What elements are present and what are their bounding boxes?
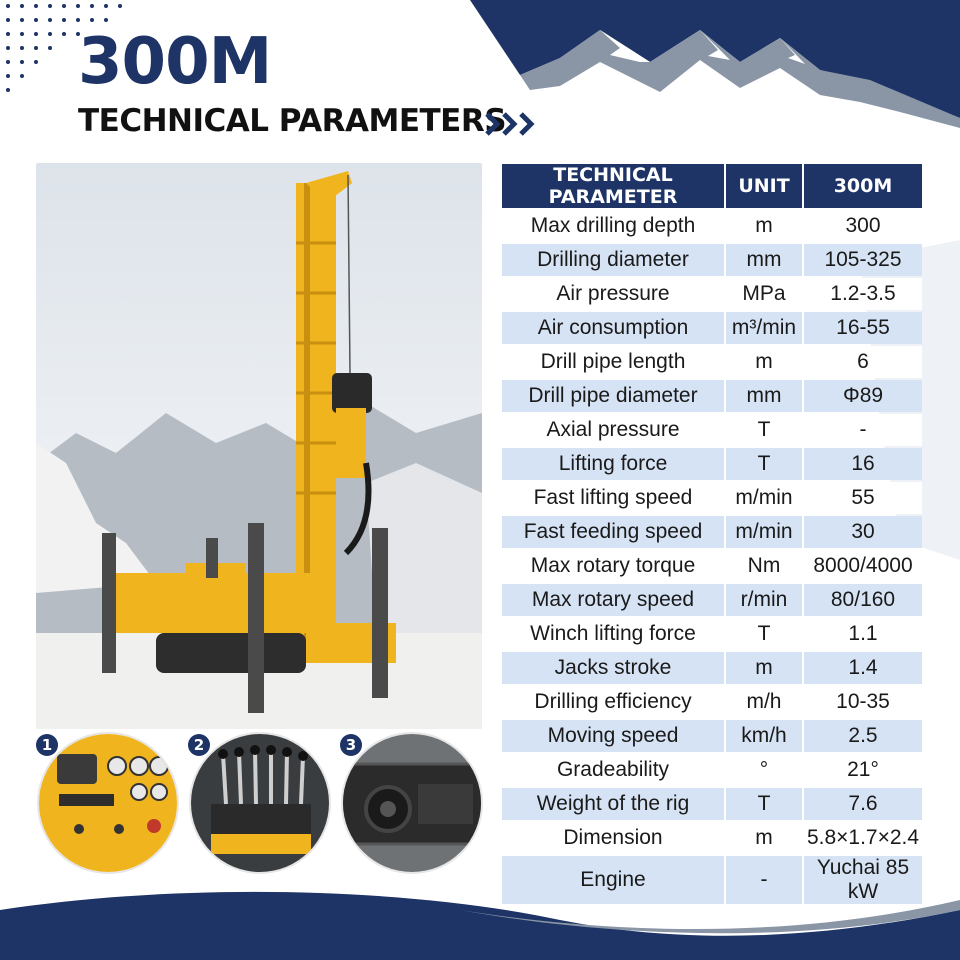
param-value: 16: [804, 448, 922, 480]
table-row: [502, 414, 922, 446]
detail-badge-3: 3: [340, 734, 362, 756]
param-value: 30: [804, 516, 922, 548]
param-value: 7.6: [804, 788, 922, 820]
param-unit: m/h: [726, 686, 802, 718]
param-name: Lifting force: [502, 448, 724, 480]
table-row: [502, 754, 922, 786]
detail-badge-2: 2: [188, 734, 210, 756]
param-name: Engine: [502, 856, 724, 904]
param-value: 300: [804, 210, 922, 242]
param-unit: mm: [726, 380, 802, 412]
table-row: [502, 516, 922, 548]
param-value: Yuchai 85 kW: [804, 856, 922, 904]
page-title: 300M: [78, 25, 272, 99]
param-unit: MPa: [726, 278, 802, 310]
table-row: [502, 550, 922, 582]
table-row: [502, 788, 922, 820]
header-parameter: TECHNICAL PARAMETER: [502, 164, 724, 208]
table-row: [502, 312, 922, 344]
table-row: [502, 822, 922, 854]
table-row: [502, 380, 922, 412]
param-value: 1.2-3.5: [804, 278, 922, 310]
param-unit: Nm: [726, 550, 802, 582]
param-unit: T: [726, 448, 802, 480]
param-value: 5.8×1.7×2.4: [804, 822, 922, 854]
param-name: Max rotary torque: [502, 550, 724, 582]
param-name: Winch lifting force: [502, 618, 724, 650]
param-unit: T: [726, 414, 802, 446]
param-name: Drill pipe length: [502, 346, 724, 378]
table-row: [502, 482, 922, 514]
table-row: [502, 346, 922, 378]
param-value: 80/160: [804, 584, 922, 616]
param-name: Jacks stroke: [502, 652, 724, 684]
parameter-table: [500, 162, 924, 906]
param-name: Fast feeding speed: [502, 516, 724, 548]
param-value: 16-55: [804, 312, 922, 344]
table-row: [502, 244, 922, 276]
table-row: [502, 210, 922, 242]
param-name: Max rotary speed: [502, 584, 724, 616]
param-value: 1.1: [804, 618, 922, 650]
param-value: 10-35: [804, 686, 922, 718]
param-name: Drill pipe diameter: [502, 380, 724, 412]
param-name: Air consumption: [502, 312, 724, 344]
param-value: 8000/4000: [804, 550, 922, 582]
detail-badge-1: 1: [36, 734, 58, 756]
detail-image-crawler-track: [341, 732, 483, 874]
param-name: Fast lifting speed: [502, 482, 724, 514]
param-name: Air pressure: [502, 278, 724, 310]
table-row: [502, 278, 922, 310]
param-value: 105-325: [804, 244, 922, 276]
table-row: [502, 584, 922, 616]
table-row: [502, 652, 922, 684]
param-unit: m: [726, 822, 802, 854]
header-model: 300M: [804, 164, 922, 208]
chevron-right-icon: [484, 110, 542, 138]
param-unit: m³/min: [726, 312, 802, 344]
param-unit: m: [726, 210, 802, 242]
param-unit: m: [726, 346, 802, 378]
param-value: Φ89: [804, 380, 922, 412]
header-unit: UNIT: [726, 164, 802, 208]
page-subtitle: TECHNICAL PARAMETERS: [78, 103, 507, 139]
detail-image-valve-levers: [189, 732, 331, 874]
param-name: Drilling diameter: [502, 244, 724, 276]
param-value: 21°: [804, 754, 922, 786]
param-unit: mm: [726, 244, 802, 276]
param-name: Moving speed: [502, 720, 724, 752]
footer-wave: [0, 880, 960, 960]
param-unit: m: [726, 652, 802, 684]
param-unit: T: [726, 788, 802, 820]
param-unit: °: [726, 754, 802, 786]
param-value: 55: [804, 482, 922, 514]
detail-image-control-panel: [37, 732, 179, 874]
param-name: Gradeability: [502, 754, 724, 786]
param-name: Drilling efficiency: [502, 686, 724, 718]
param-name: Dimension: [502, 822, 724, 854]
table-header-row: [502, 164, 922, 208]
param-name: Axial pressure: [502, 414, 724, 446]
table-row: [502, 448, 922, 480]
table-row: [502, 686, 922, 718]
param-unit: -: [726, 856, 802, 904]
drilling-rig-image: [36, 163, 482, 729]
param-name: Max drilling depth: [502, 210, 724, 242]
table-row: [502, 720, 922, 752]
param-name: Weight of the rig: [502, 788, 724, 820]
param-unit: m/min: [726, 482, 802, 514]
table-row: [502, 618, 922, 650]
param-value: 6: [804, 346, 922, 378]
param-value: -: [804, 414, 922, 446]
param-value: 2.5: [804, 720, 922, 752]
param-unit: km/h: [726, 720, 802, 752]
param-unit: r/min: [726, 584, 802, 616]
param-value: 1.4: [804, 652, 922, 684]
param-unit: T: [726, 618, 802, 650]
param-unit: m/min: [726, 516, 802, 548]
